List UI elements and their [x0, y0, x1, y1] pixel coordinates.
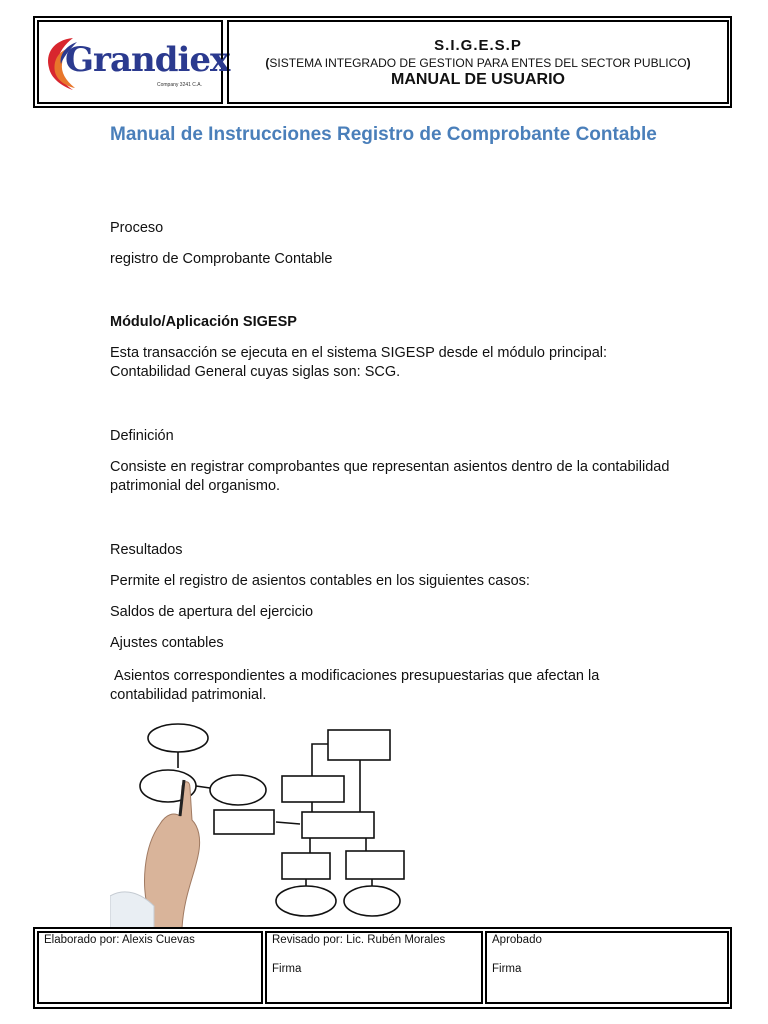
- resultados-label: Resultados: [110, 542, 183, 558]
- footer-aprobado-firma: Firma: [492, 963, 522, 975]
- resultados-intro: Permite el registro de asientos contables en los siguientes casos:: [110, 573, 530, 589]
- caso-1: Saldos de apertura del ejercicio: [110, 604, 314, 620]
- footer-revisado-firma: Firma: [272, 963, 302, 975]
- system-code: S.I.G.E.S.P: [434, 37, 522, 54]
- caso-3: Asientos correspondientes a modificaciones presupuestarias que afectan la contabilidad patrimonial.: [110, 668, 604, 703]
- modulo-label: Módulo/Aplicación SIGESP: [110, 314, 297, 330]
- caso-2: Ajustes contables: [110, 635, 224, 651]
- logo-subtext: Company 3241 C.A.: [157, 82, 203, 88]
- definicion-text: Consiste en registrar comprobantes que representan asientos dentro de la contabilidad patrimonial del organismo.: [110, 459, 670, 494]
- modulo-text: Esta transacción se ejecuta en el sistema SIGESP desde el módulo principal: Contabilidad General cuyas siglas son: SCG.: [110, 345, 608, 380]
- definicion-label: Definición: [110, 428, 174, 444]
- manual-label: MANUAL DE USUARIO: [391, 71, 565, 88]
- footer-aprobado: Aprobado Firma: [485, 931, 729, 1004]
- page-title: Manual de Instrucciones Registro de Comprobante Contable: [110, 124, 657, 145]
- system-name: (SISTEMA INTEGRADO DE GESTION PARA ENTES DEL SECTOR PUBLICO): [265, 56, 691, 70]
- footer-elaborado: Elaborado por: Alexis Cuevas: [37, 931, 263, 1004]
- header-title-box: [227, 20, 729, 104]
- logo-box: [37, 20, 230, 104]
- logo-wordmark: Grandiex: [65, 40, 230, 80]
- proceso-label: Proceso: [110, 220, 164, 236]
- footer-revisado: Revisado por: Lic. Rubén Morales Firma: [265, 931, 483, 1004]
- proceso-text: registro de Comprobante Contable: [110, 251, 333, 267]
- flowchart-illustration: [110, 716, 440, 928]
